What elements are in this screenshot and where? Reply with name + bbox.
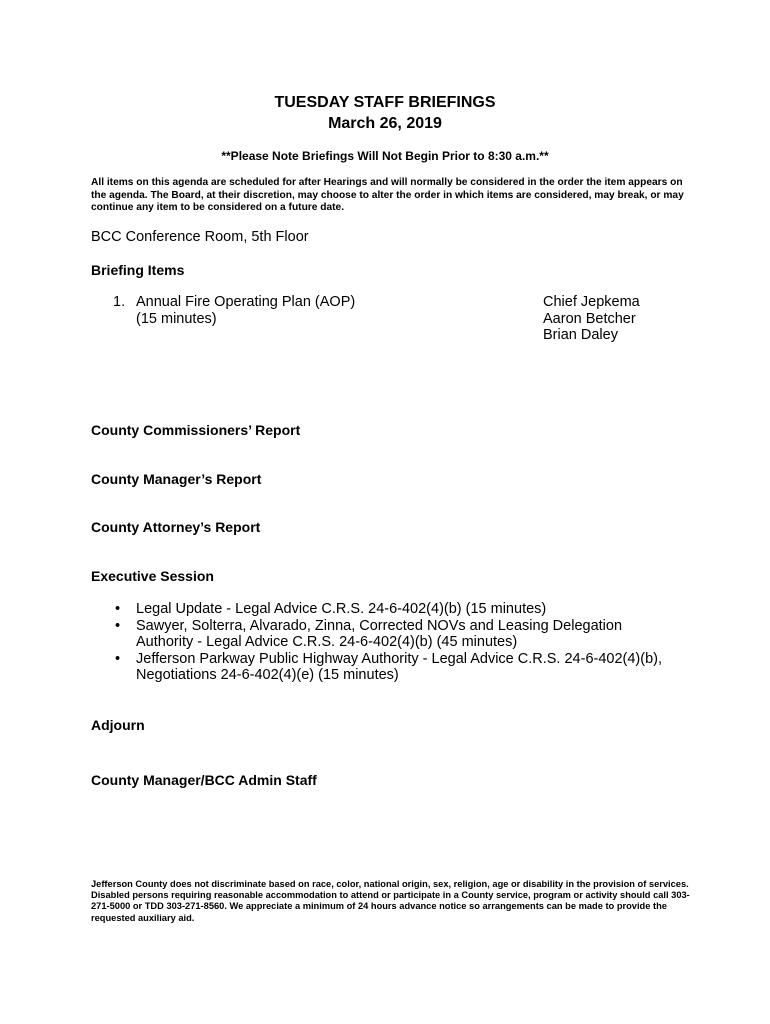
admin-staff-heading: County Manager/BCC Admin Staff bbox=[91, 772, 317, 788]
briefing-items-heading: Briefing Items bbox=[91, 262, 185, 278]
briefing-item-presenters bbox=[543, 294, 640, 344]
manager-report-heading: County Manager’s Report bbox=[91, 471, 262, 487]
executive-item-text: Jefferson Parkway Public Highway Authority - Legal Advice C.R.S. 24-6-402(4)(b), Negotiations 24-6-402(4)(e) (15 minutes) bbox=[136, 650, 663, 683]
bullet-icon: • bbox=[115, 601, 121, 617]
executive-item-text: Sawyer, Solterra, Alvarado, Zinna, Corrected NOVs and Leasing Delegation Authority - Legal Advice C.R.S. 24-6-402(4)(b) (45 minutes) bbox=[136, 617, 623, 650]
meeting-location: BCC Conference Room, 5th Floor bbox=[91, 229, 309, 245]
presenter-name: Aaron Betcher bbox=[543, 310, 636, 327]
page-title: TUESDAY STAFF BRIEFINGS bbox=[274, 94, 496, 111]
commissioners-report-heading: County Commissioners’ Report bbox=[91, 422, 301, 438]
bullet-icon: • bbox=[115, 650, 121, 667]
executive-session-heading: Executive Session bbox=[91, 568, 214, 584]
adjourn-heading: Adjourn bbox=[91, 717, 145, 733]
agenda-disclaimer: All items on this agenda are scheduled for after Hearings and will normally be considered in the order the item appears on the agenda. The Board, at their discretion, may choose to alter the order in which items are considered, may break, or may continue any item to be considered on a future date. bbox=[91, 177, 684, 213]
list-item bbox=[113, 618, 673, 651]
attorney-report-heading: County Attorney’s Report bbox=[91, 519, 261, 535]
bullet-icon: • bbox=[115, 617, 121, 634]
briefing-item-duration: (15 minutes) bbox=[136, 310, 217, 327]
executive-item-text: Legal Update - Legal Advice C.R.S. 24-6-402(4)(b) (15 minutes) bbox=[136, 601, 547, 617]
agenda-date: March 26, 2019 bbox=[328, 115, 442, 132]
briefing-item bbox=[113, 294, 355, 327]
executive-session-list bbox=[113, 601, 673, 684]
briefing-item-title: Annual Fire Operating Plan (AOP) bbox=[136, 294, 356, 310]
list-item bbox=[113, 601, 673, 618]
start-time-note: **Please Note Briefings Will Not Begin Prior to 8:30 a.m.** bbox=[221, 149, 549, 163]
nondiscrimination-footer: Jefferson County does not discriminate based on race, color, national origin, sex, religion, age or disability in the provision of services. Disabled persons requiring reasonable accommodation to attend or participate in a County service, program or activity should call 303-271-5000 or TDD 303-271-8560. We appreciate a minimum of 24 hours advance notice so arrangements can be made to provide the requested auxiliary aid. bbox=[91, 879, 690, 923]
briefing-item-text bbox=[136, 294, 355, 327]
list-item bbox=[113, 651, 673, 684]
presenter-name: Brian Daley bbox=[543, 327, 618, 343]
briefing-item-number: 1. bbox=[113, 294, 126, 310]
presenter-name: Chief Jepkema bbox=[543, 294, 640, 310]
